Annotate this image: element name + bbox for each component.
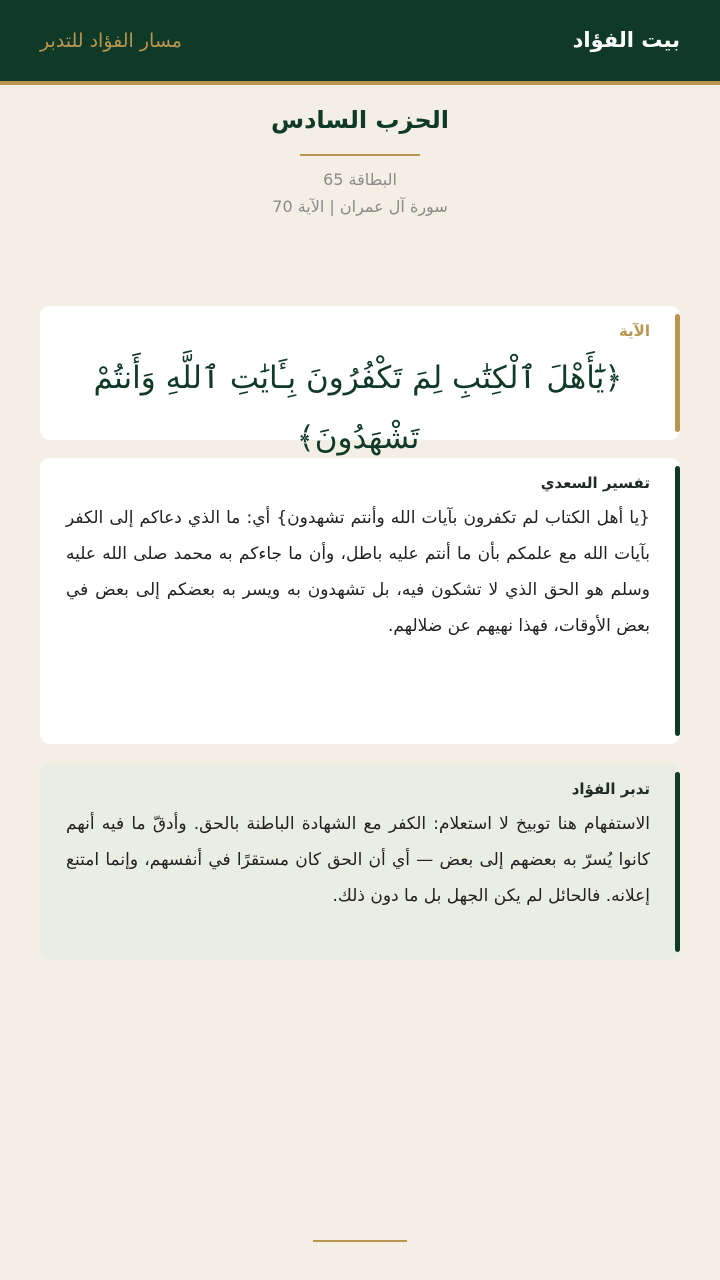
surah-reference: سورة آل عمران | الآية 70: [272, 197, 448, 216]
bottom-divider: [313, 1240, 407, 1242]
top-app-bar: [0, 0, 720, 85]
tadabbur-label: تدبر الفؤاد: [571, 780, 650, 798]
ayah-card: [40, 306, 680, 456]
hizb-title: الحزب السادس: [270, 106, 450, 134]
ayah-text: ﴿يَٰٓأَهْلَ ٱلْكِتَٰبِ لِمَ تَكْفُرُونَ بِـَٔايَٰتِ ٱللَّهِ وَأَنتُمْ تَشْهَدُونَ﴾: [93, 360, 623, 456]
tafsir-card: [40, 458, 680, 744]
ayah-label: الآية: [618, 322, 650, 340]
app-title: بيت الفؤاد: [572, 28, 680, 52]
tadabbur-text: الاستفهام هنا توبيخ لا استعلام: الكفر مع الشهادة الباطنة بالحق. وأدقّ ما فيه أنهم كانوا يُسرّ به بعضهم إلى بعض — أي أن الحق كان مستقرًا في أنفسهم، وإنما امتنع إعلانه. فالحائل لم يكن الجهل بل ما دون ذلك.: [66, 814, 650, 906]
tafsir-label: تفسير السعدي: [540, 474, 650, 492]
card-header: [0, 100, 720, 216]
title-divider: [300, 154, 420, 156]
app-subtitle: مسار الفؤاد للتدبر: [40, 30, 182, 52]
tafsir-text: {يا أهل الكتاب لم تكفرون بآيات الله وأنتم تشهدون} أي: ما الذي دعاكم إلى الكفر بآيات الله مع علمكم بأن ما أنتم عليه باطل، وأن ما جاءكم به محمد صلى الله عليه وسلم هو الحق الذي لا تشكون فيه، بل تشهدون به ويسر به بعضكم إلى بعض في بعض الأوقات، فهذا نهيهم عن ضلالهم.: [66, 508, 650, 636]
card-number: البطاقة 65: [323, 170, 397, 189]
tadabbur-card: [40, 764, 680, 960]
